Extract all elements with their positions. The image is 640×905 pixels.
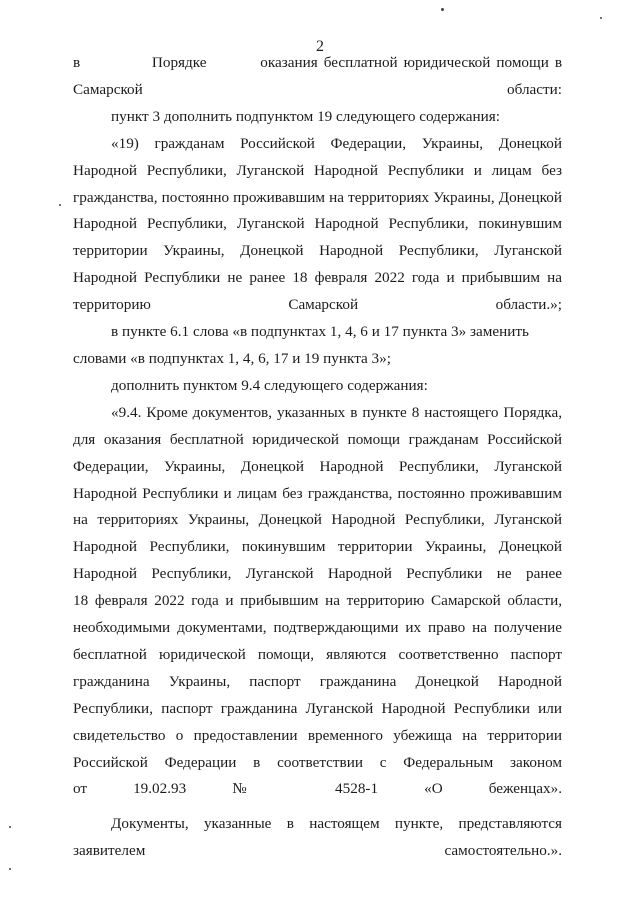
- scan-speck: [9, 868, 11, 870]
- text-line: Народной Республики, Луганской Народной Республики, покинувшим: [73, 215, 562, 233]
- paragraph: [73, 373, 562, 400]
- text-line: «9.4. Кроме документов, указанных в пункте 8 настоящего Порядка,: [111, 403, 562, 421]
- text-line: бесплатной юридической помощи, являются соответственно паспорт: [73, 645, 562, 663]
- text-line: Народной Республики и лицам без гражданства, постоянно проживавшим: [73, 484, 562, 502]
- text-line: территории Украины, Донецкой Народной Республики, Луганской: [73, 242, 562, 260]
- text-line: на территориях Украины, Донецкой Народной Республики, Луганской: [73, 511, 562, 529]
- text-line: от 19.02.93 № 4528-1 «О беженцах».: [73, 780, 562, 798]
- text-line: Народной Республики, покинувшим территории Украины, Донецкой: [73, 538, 562, 556]
- text-line: Документы, указанные в настоящем пункте, представляются: [111, 815, 562, 833]
- text-line: свидетельство о предоставлении временного убежища на территории: [73, 726, 562, 744]
- text-line: словами «в подпунктах 1, 4, 6, 17 и 19 пункта 3»;: [73, 349, 391, 367]
- text-line: Народной Республики не ранее 18 февраля 2022 года и прибывшим на: [73, 269, 562, 287]
- scan-speck: [441, 8, 444, 11]
- text-line: пункт 3 дополнить подпунктом 19 следующего содержания:: [111, 107, 500, 125]
- paragraph: [73, 319, 562, 373]
- scan-speck: [59, 204, 61, 206]
- text-line: 18 февраля 2022 года и прибывшим на территорию Самарской области,: [73, 592, 562, 610]
- text-line: Самарской области:: [73, 80, 562, 98]
- text-line: Федерации, Украины, Донецкой Народной Республики, Луганской: [73, 457, 562, 475]
- scan-speck: [9, 826, 11, 828]
- text-line: необходимыми документами, подтверждающими их право на получение: [73, 619, 562, 637]
- paragraph: [73, 104, 562, 131]
- scan-speck: [600, 17, 602, 19]
- text-line: Российской Федерации в соответствии с Федеральным законом: [73, 753, 562, 771]
- page-number: 2: [316, 38, 324, 55]
- text-line: гражданина Украины, паспорт гражданина Донецкой Народной: [73, 672, 562, 690]
- text-line: территорию Самарской области.»;: [73, 296, 562, 314]
- text-line: Народной Республики, Луганской Народной Республики не ранее: [73, 565, 562, 583]
- paragraph: [73, 400, 562, 804]
- paragraph: [73, 50, 562, 104]
- text-line: заявителем самостоятельно.».: [73, 842, 562, 860]
- text-line: дополнить пунктом 9.4 следующего содержания:: [111, 376, 428, 394]
- text-line: для оказания бесплатной юридической помощи гражданам Российской: [73, 430, 562, 448]
- text-line: гражданства, постоянно проживавшим на территориях Украины, Донецкой: [73, 188, 562, 206]
- text-line: в Порядке оказания бесплатной юридической помощи в: [73, 54, 562, 71]
- text-line: «19) гражданам Российской Федерации, Украины, Донецкой: [111, 134, 562, 152]
- paragraph: [73, 811, 562, 865]
- text-line: Республики, паспорт гражданина Луганской Народной Республики или: [73, 699, 562, 717]
- text-line: в пункте 6.1 слова «в подпунктах 1, 4, 6 и 17 пункта 3» заменить: [111, 323, 529, 341]
- paragraph: [73, 131, 562, 319]
- text-line: Народной Республики, Луганской Народной Республики и лицам без: [73, 161, 562, 179]
- document-body: [73, 50, 562, 865]
